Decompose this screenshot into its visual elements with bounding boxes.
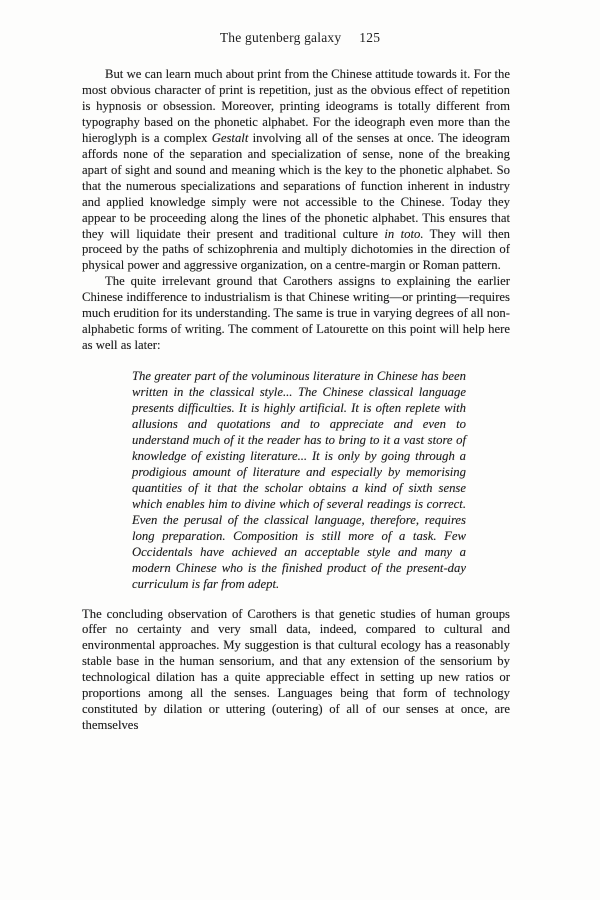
running-title: The gutenberg galaxy <box>219 30 342 45</box>
paragraph-1-text: But we can learn much about print from the Chinese attitude towards it. For the most obvious character of print is repetition, just as the obvious effect of repetition is hypnosis or obsession. Moreover, printing ideograms is totally different from typography based on the phonetic alphabet. For the ideograph even more than the hieroglyph is a complex <box>82 67 510 145</box>
paragraph-chinese-attitude <box>82 67 510 274</box>
running-header <box>0 30 600 46</box>
italic-in-toto: in toto. <box>384 226 424 241</box>
paragraph-1-text: involving all of the senses at once. The ideogram affords none of the separation and specialization of sense, none of the breaking apart of sight and sound and meaning which is the key to the phonetic alphabet. So that the numerous specializations and separations of function inherent in industry and applied knowledge simply were not accessible to the Chinese. Today they appear to be proceeding along the lines of the phonetic alphabet. This ensures that they will liquidate their present and traditional culture <box>82 130 510 241</box>
latourette-block-quote: The greater part of the voluminous literature in Chinese has been written in the classical style... The Chinese classical language presents difficulties. It is highly artificial. It is often replete with allusions and quotations and to appreciate and even to understand much of it the reader has to bring to it a vast store of knowledge of existing literature... It is only by going through a prodigious amount of literature and especially by memorising quantities of it that the scholar obtains a kind of sixth sense which enables him to divine which of several readings is correct. Even the perusal of the classical language, therefore, requires long preparation. Composition is still more of a task. Few Occidentals have achieved an acceptable style and many a modern Chinese who is the finished product of the present-day curriculum is far from adept. <box>132 369 466 591</box>
page-number: 125 <box>359 30 381 45</box>
text-body <box>82 67 510 734</box>
paragraph-concluding-observation: The concluding observation of Carothers is that genetic studies of human groups offer no certainty and very small data, indeed, compared to cultural and environmental approaches. My suggestion is that cultural ecology has a reasonably stable base in the human sensorium, and that any extension of the sensorium by technological dilation has a quite appreciable effect in setting up new ratios or proportions among all the senses. Languages being that form of technology constituted by dilation or uttering (outering) of all of our senses at once, are themselves <box>82 606 510 733</box>
paragraph-carothers-ground: The quite irrelevant ground that Carothers assigns to explaining the earlier Chinese indifference to industrialism is that Chinese writing—or printing—requires much erudition for its understanding. The same is true in varying degrees of all non-alphabetic forms of writing. The comment of Latourette on this point will help here as well as later: <box>82 274 510 353</box>
paragraph-1-text: They will then proceed by the paths of schizophrenia and multiply dichotomies in the direction of physical power and aggressive organization, on a centre-margin or Roman pattern. <box>82 226 510 273</box>
italic-gestalt: Gestalt <box>211 130 249 145</box>
